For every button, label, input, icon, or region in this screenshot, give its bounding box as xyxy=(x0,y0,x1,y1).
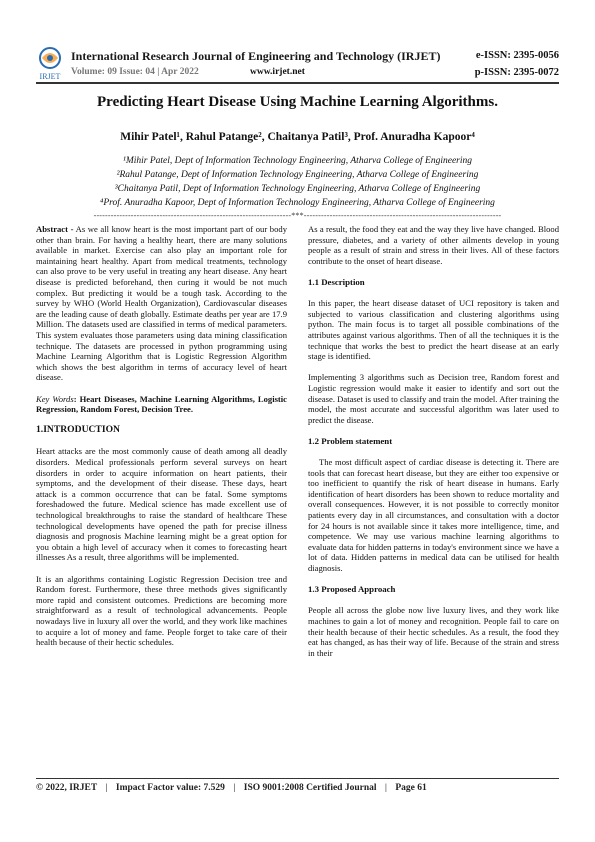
page-footer xyxy=(36,783,559,793)
footer-divider xyxy=(36,778,559,779)
problem-paragraph: The most difficult aspect of cardiac disease is detecting it. There are tools that can forecast heart disease, but they are either too expensive or too inefficient to quantify the risk of heart disease in humans. Early identification of heart disorders has been shown to reduce mortality and overall consequences. However, it is not possible to correctly monitor patients every day in all circumstances, and consultation with a doctor for 24 hours is not available since it takes more intelligence, time, and competence. We may use various machine learning algorithms to evaluate data for hidden patterns in today's environment since we have a lot of data. Hidden patterns in medical data can be utilised for health diagnosis. xyxy=(308,457,559,573)
problem-heading: 1.2 Problem statement xyxy=(308,435,393,446)
intro-paragraph-3: As a result, the food they eat and the way they live have changed. Blood pressure, diabetes, and a variety of other ailments develop in young people as a result of strain and stress in their lives. All of these factors contribute to the onset of heart disease. xyxy=(308,224,559,266)
footer-impact-factor: Impact Factor value: 7.529 xyxy=(115,783,225,793)
footer-divider-bar: | xyxy=(384,783,387,793)
abstract-text: As we all know heart is the most important part of our body other than brain. For having a healthy heart, there are many solutions available in market. Exercise can also play an important role for maintaining heart healthy. Apart from medical treatments, technology can also prove to be very useful in treating any heart disease. Any heart disease is predicted beforehand, then curing it would be not much complex. But predicting it would be a tough task. According to the survey by WHO (World Health Organization), Cardiovascular diseases are the leading cause of death globally. Estimate deaths per year are 17.9 Million. The datasets used are classified in terms of medical parameters. This system evaluates those parameters using data mining classification technique. The datasets are processed in python programming using Machine Learning Algorithm that is Logistic Regression Algorithm which shows the best algorithm in terms of accuracy level of heart disease. xyxy=(36,224,287,383)
approach-paragraph: People all across the globe now live luxury lives, and they work like machines to gain a lot of money and recognition. People fail to care on their health because of their hectic schedules. As a result, the food they eat has changed, as has their way of life. Because of the strain and stress in their xyxy=(308,605,559,658)
volume-issue: Volume: 09 Issue: 04 | Apr 2022 xyxy=(71,67,199,77)
journal-header xyxy=(36,45,559,85)
affiliation-1: ¹Mihir Patel, Dept of Information Technology Engineering, Atharva College of Engineering xyxy=(122,156,473,166)
journal-title: International Research Journal of Engineering and Technology (IRJET) xyxy=(71,49,441,63)
description-paragraph-1: In this paper, the heart disease dataset of UCI repository is taken and subjected to various classification and clustering algorithms using python. The main focus is to target all possible combinations of the attributes against various algorithms. Then of all the techniques it is the technique that works the best to predict the heart disease at an early stage is identified. xyxy=(308,298,559,362)
description-heading: 1.1 Description xyxy=(308,276,365,287)
approach-heading: 1.3 Proposed Approach xyxy=(308,584,396,595)
intro-paragraph-2: It is an algorithms containing Logistic Regression Decision tree and Random forest. Furthermore, these three methods gives significantly more rapid and consistent outcomes. Predictions are becoming more straightforward as a result of technological advancements. People nowadays live in luxury all over the world, and they work like machines to acquire a lot of money and fame. People forget to take care of their health because of their hectic schedules. xyxy=(36,573,287,648)
keywords-label: Key Words xyxy=(36,393,74,404)
keywords xyxy=(36,394,287,415)
section-separator: ---------------------------------------------------------------------***--------------------------------------------------------------------- xyxy=(93,211,502,220)
description-paragraph-2: Implementing 3 algorithms such as Decision tree, Random forest and Logistic regression would make it easier to identify and sort out the disease. Dataset is used to classify and train the model. After training the model, the most accurate and successful algorithm was later used to predict the disease. xyxy=(308,372,559,425)
footer-divider-bar: | xyxy=(233,783,236,793)
header-divider xyxy=(36,82,559,84)
affiliation-3: ³Chaitanya Patil, Dept of Information Technology Engineering, Atharva College of Engineering xyxy=(114,184,481,194)
footer-page-number: Page 61 xyxy=(395,783,427,793)
irjet-logo xyxy=(36,45,64,85)
journal-website[interactable]: www.irjet.net xyxy=(250,67,305,77)
abstract xyxy=(36,224,287,383)
p-issn: p-ISSN: 2395-0072 xyxy=(474,67,559,78)
paper-title: Predicting Heart Disease Using Machine Learning Algorithms. xyxy=(97,94,498,110)
footer-copyright: © 2022, IRJET xyxy=(36,783,98,793)
affiliation-4: ⁴Prof. Anuradha Kapoor, Dept of Information Technology Engineering, Atharva College of Engineering xyxy=(100,198,495,208)
keywords-text: : Heart Diseases, Machine Learning Algorithms, Logistic Regression, Random Forest, Decision Tree. xyxy=(36,393,287,415)
footer-divider-bar: | xyxy=(105,783,108,793)
left-column xyxy=(36,224,287,658)
right-column xyxy=(308,224,559,669)
svg-text:IRJET: IRJET xyxy=(39,72,61,81)
intro-paragraph-1: Heart attacks are the most commonly cause of death among all deadly disorders. Medical professionals perform several surveys on heart disorders in order to acquire information on heart patients, their symptoms, and the development of their disease. These days, heart attack is a common occurrence that can be fatal. Some symptoms foreshadowed the future. Medical science has made excellent use of technological breakthroughs to raise the standard of healthcare These technological developments have opened the path for precise illness diagnosis and prognosis Machine learning might be a great option for you obtain a high level of accuracy when it comes to forecasting heart illnesses As a result, three algorithms will be implemented. xyxy=(36,446,287,563)
author-list: Mihir Patel¹, Rahul Patange², Chaitanya Patil³, Prof. Anuradha Kapoor⁴ xyxy=(120,131,475,143)
abstract-label: Abstract - xyxy=(36,224,74,234)
affiliation-2: ²Rahul Patange, Dept of Information Technology Engineering, Atharva College of Engineering xyxy=(116,170,479,180)
intro-heading: 1.INTRODUCTION xyxy=(36,424,120,436)
footer-iso: ISO 9001:2008 Certified Journal xyxy=(243,783,377,793)
e-issn: e-ISSN: 2395-0056 xyxy=(475,50,559,61)
